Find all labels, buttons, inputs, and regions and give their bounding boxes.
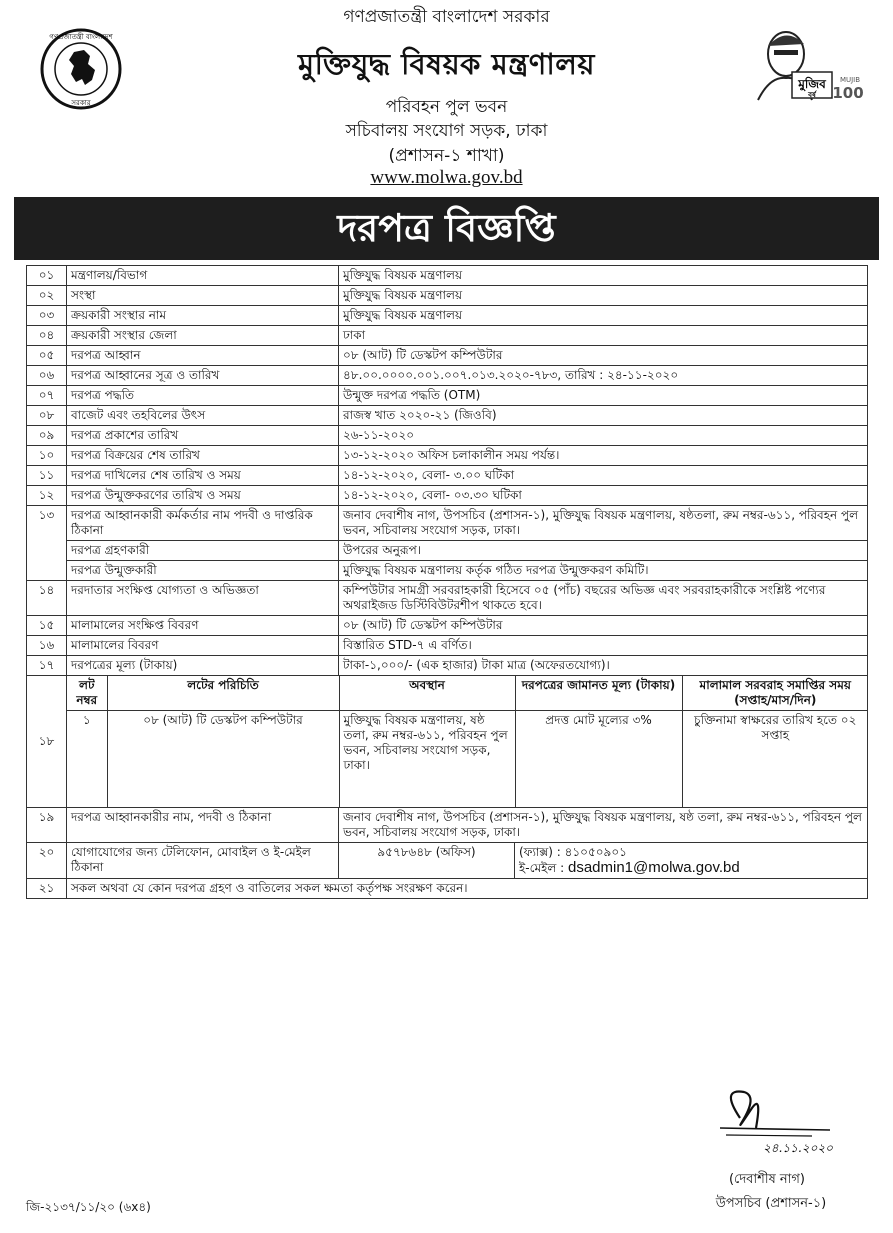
mujib-logo-text: মুজিব (798, 77, 826, 91)
row-label: দরপত্র গ্রহণকারী (67, 541, 339, 561)
lot-header-no: লট নম্বর (67, 676, 107, 711)
row-label: ক্রয়কারী সংস্থার জেলা (67, 326, 339, 346)
lot-table (27, 676, 868, 808)
table-row (27, 636, 868, 656)
row-value: উপরের অনুরূপ। (339, 541, 868, 561)
table-row (27, 843, 868, 879)
table-row (27, 656, 868, 676)
row-number: ২০ (27, 843, 67, 879)
row-label: সংস্থা (67, 286, 339, 306)
row-value: সকল অথবা যে কোন দরপত্র গ্রহণ ও বাতিলের সকল ক্ষমতা কর্তৃপক্ষ সংরক্ষণ করেন। (67, 879, 868, 899)
footer-code: জি-২১৩৭/১১/২০ (৬x৪) (26, 1200, 151, 1214)
table-row (27, 306, 868, 326)
mujib-100-logo-icon (752, 24, 864, 104)
row-value: মুক্তিযুদ্ধ বিষয়ক মন্ত্রণালয় (339, 286, 868, 306)
table-row (27, 506, 868, 541)
table-row (27, 426, 868, 446)
website-link[interactable]: www.molwa.gov.bd (370, 167, 523, 188)
notice-header (0, 0, 893, 196)
signature-date: ২৪.১১.২০২০ (762, 1141, 834, 1155)
row-number: ১৪ (27, 581, 67, 616)
row-label: যোগাযোগের জন্য টেলিফোন, মোবাইল ও ই-মেইল ঠিকানা (67, 843, 339, 879)
row-label: বাজেট এবং তহবিলের উৎস (67, 406, 339, 426)
row-value: ঢাকা (339, 326, 868, 346)
row-number: ০৪ (27, 326, 67, 346)
lot-header-location: অবস্থান (339, 676, 515, 711)
seal-text-bottom: সরকার (71, 99, 91, 107)
row-number: ০২ (27, 286, 67, 306)
lot-header-row (67, 676, 868, 711)
row-number: ০৭ (27, 386, 67, 406)
row-label: মন্ত্রণালয়/বিভাগ (67, 266, 339, 286)
signature (700, 1078, 860, 1156)
section-name: (প্রশাসন-১ শাখা) (388, 146, 505, 166)
row-number: ১৭ (27, 656, 67, 676)
row-value: ১৪-১২-২০২০, বেলা- ৩.০০ ঘটিকা (339, 466, 868, 486)
row-label: দরপত্র আহ্বান (67, 346, 339, 366)
row-number: ০৩ (27, 306, 67, 326)
lot-delivery: চুক্তিনামা স্বাক্ষরের তারিখ হতে ০২ সপ্তাহ (694, 713, 857, 742)
row-label: দরপত্র উন্মুক্তকারী (67, 561, 339, 581)
row-label: দরপত্রের মূল্য (টাকায়) (67, 656, 339, 676)
row-label: দরপত্র আহ্বানের সূত্র ও তারিখ (67, 366, 339, 386)
table-row (27, 581, 868, 616)
row-value: ২৬-১১-২০২০ (339, 426, 868, 446)
row-label: দরপত্র আহ্বানকারী কর্মকর্তার নাম পদবী ও দাপ্তরিক ঠিকানা (67, 506, 339, 541)
row-number: ১৬ (27, 636, 67, 656)
tender-details-table (26, 265, 868, 899)
row-number: ০৫ (27, 346, 67, 366)
table-row (27, 406, 868, 426)
row-label: ক্রয়কারী সংস্থার নাম (67, 306, 339, 326)
government-name: গণপ্রজাতন্ত্রী বাংলাদেশ সরকার (343, 7, 550, 27)
row-label: মালামালের সংক্ষিপ্ত বিবরণ (67, 616, 339, 636)
row-value: ১৩-১২-২০২০ অফিস চলাকালীন সময় পর্যন্ত। (339, 446, 868, 466)
row-value: মুক্তিযুদ্ধ বিষয়ক মন্ত্রণালয় কর্তৃক গঠিত দরপত্র উন্মুক্তকরণ কমিটি। (339, 561, 868, 581)
lot-description: ০৮ (আট) টি ডেস্কটপ কম্পিউটার (107, 711, 339, 808)
row-value: মুক্তিযুদ্ধ বিষয়ক মন্ত্রণালয় (339, 266, 868, 286)
row-value: কম্পিউটার সামগ্রী সরবরাহকারী হিসেবে ০৫ (পাঁচ) বছরের অভিজ্ঞ এবং সরবরাহকারীকে সংশ্লিষ্ট পণ্যের অথরাইজড ডিস্টিবিউটরশীপ থাকতে হবে। (339, 581, 868, 616)
mujib-logo-en: MUJIB (839, 76, 861, 84)
row-label: দরপত্র আহ্বানকারীর নাম, পদবী ও ঠিকানা (67, 808, 339, 843)
row-number: ০১ (27, 266, 67, 286)
lot-header-delivery: মালামাল সরবরাহ সমাপ্তির সময় (সপ্তাহ/মাস/দিন) (682, 676, 868, 711)
row-number: ১৯ (27, 808, 67, 843)
table-row (27, 561, 868, 581)
mujib-logo-num: 100 (832, 84, 864, 102)
table-row (27, 879, 868, 899)
table-row (27, 386, 868, 406)
row-value: বিস্তারিত STD-৭ এ বর্ণিত। (339, 636, 868, 656)
table-row (27, 486, 868, 506)
row-value: ০৮ (আট) টি ডেস্কটপ কম্পিউটার (339, 616, 868, 636)
row-label: মালামালের বিবরণ (67, 636, 339, 656)
row-label: দরদাতার সংক্ষিপ্ত যোগ্যতা ও অভিজ্ঞতা (67, 581, 339, 616)
row-number: ১৫ (27, 616, 67, 636)
row-label: দরপত্র বিক্রয়ের শেষ তারিখ (67, 446, 339, 466)
contact-email-line (519, 860, 863, 876)
row-value: মুক্তিযুদ্ধ বিষয়ক মন্ত্রণালয় (339, 306, 868, 326)
table-row (27, 326, 868, 346)
table-row (27, 366, 868, 386)
ministry-name: মুক্তিযুদ্ধ বিষয়ক মন্ত্রণালয় (298, 47, 595, 81)
lot-header-desc: লটের পরিচিতি (107, 676, 339, 711)
lot-location: মুক্তিযুদ্ধ বিষয়ক মন্ত্রণালয়, ষষ্ঠ তলা, রুম নম্বর-৬১১, পরিবহন পুল ভবন, সচিবালয় সংযোগ সড়ক, ঢাকা। (339, 711, 515, 808)
row-value: ৪৮.০০.০০০০.০০১.০০৭.০১৩.২০২০-৭৮৩, তারিখ : ২৪-১১-২০২০ (339, 366, 868, 386)
signatory-name: (দেবাশীষ নাগ) (728, 1172, 805, 1187)
row-label: দরপত্র পদ্ধতি (67, 386, 339, 406)
row-value: জনাব দেবাশীষ নাগ, উপসচিব (প্রশাসন-১), মুক্তিযুদ্ধ বিষয়ক মন্ত্রণালয়, ষষ্ঠ তলা, রুম নম্বর-৬১১, পরিবহন পুল ভবন, সচিবালয় সংযোগ সড়ক, ঢাকা। (339, 808, 868, 843)
table-row (27, 541, 868, 561)
row-number: ০৮ (27, 406, 67, 426)
contact-fax: (ফ্যাক্স) : ৪১০৫০৯০১ (519, 845, 627, 859)
row-value: ১৪-১২-২০২০, বেলা- ০৩.৩০ ঘটিকা (339, 486, 868, 506)
email-label: ই-মেইল : (519, 861, 565, 875)
lot-security: প্রদত্ত মোট মূল্যের ৩% (515, 711, 682, 808)
seal-text-top: গণপ্রজাতন্ত্রী বাংলাদেশ (49, 33, 113, 41)
row-value: টাকা-১,০০০/- (এক হাজার) টাকা মাত্র (অফেরতযোগ্য)। (339, 656, 868, 676)
address-building: পরিবহন পুল ভবন (385, 97, 508, 117)
table-row (27, 616, 868, 636)
lot-row (67, 711, 868, 808)
row-number: ১০ (27, 446, 67, 466)
row-number: ১২ (27, 486, 67, 506)
row-value: রাজস্ব খাত ২০২০-২১ (জিওবি) (339, 406, 868, 426)
lot-header-security: দরপত্রের জামানত মূল্য (টাকায়) (515, 676, 682, 711)
row-number: ১৮ (27, 676, 67, 808)
contact-phone: ৯৫৭৮৬৪৮ (অফিস) (339, 843, 515, 879)
row-label: দরপত্র প্রকাশের তারিখ (67, 426, 339, 446)
mujib-logo-sub: বর্ষ (808, 91, 816, 99)
row-number: ১১ (27, 466, 67, 486)
row-value: ০৮ (আট) টি ডেস্কটপ কম্পিউটার (339, 346, 868, 366)
row-number: ২১ (27, 879, 67, 899)
lot-number: ১ (67, 711, 107, 808)
table-row (27, 446, 868, 466)
row-number: ০৯ (27, 426, 67, 446)
table-row (27, 266, 868, 286)
row-value: জনাব দেবাশীষ নাগ, উপসচিব (প্রশাসন-১), মুক্তিযুদ্ধ বিষয়ক মন্ত্রণালয়, ষষ্ঠতলা, রুম নম্বর-৬১১, পরিবহন পুল ভবন, সচিবালয় সংযোগ সড়ক, ঢাকা। (339, 506, 868, 541)
tender-notice-banner: দরপত্র বিজ্ঞপ্তি (14, 197, 879, 260)
table-row (27, 808, 868, 843)
table-row (27, 346, 868, 366)
address-road: সচিবালয় সংযোগ সড়ক, ঢাকা (345, 121, 548, 141)
row-label: দরপত্র দাখিলের শেষ তারিখ ও সময় (67, 466, 339, 486)
table-row (27, 466, 868, 486)
row-value: উন্মুক্ত দরপত্র পদ্ধতি (OTM) (339, 386, 868, 406)
signatory-designation: উপসচিব (প্রশাসন-১) (715, 1196, 827, 1211)
row-label: দরপত্র উন্মুক্তকরণের তারিখ ও সময় (67, 486, 339, 506)
row-number: ১৩ (27, 506, 67, 581)
contact-email[interactable]: dsadmin1@molwa.gov.bd (567, 859, 740, 876)
table-row (27, 286, 868, 306)
row-number: ০৬ (27, 366, 67, 386)
